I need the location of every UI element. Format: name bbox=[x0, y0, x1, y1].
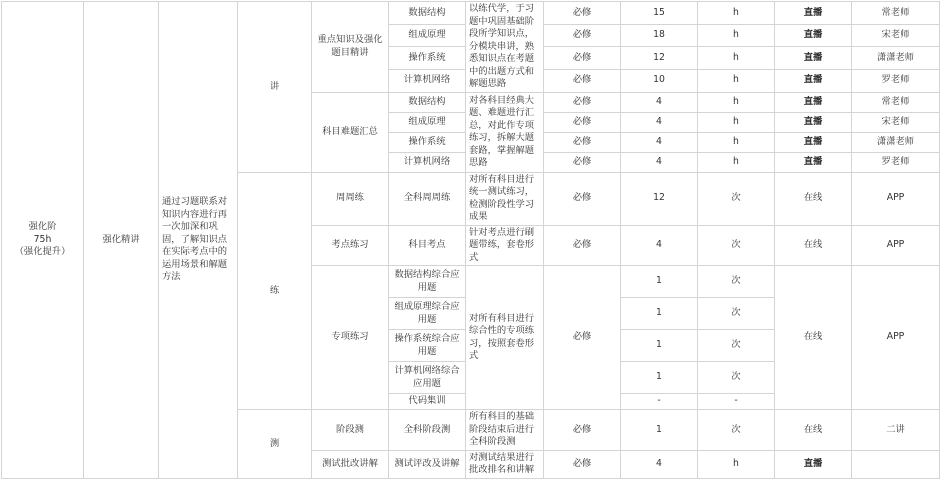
count-cell: 12 bbox=[621, 47, 698, 70]
count-cell: 1 bbox=[621, 362, 698, 394]
schedule-table bbox=[1, 1, 940, 479]
unit-cell: - bbox=[698, 394, 775, 410]
unit-cell: 次 bbox=[698, 410, 775, 451]
group-name: 考点练习 bbox=[312, 225, 389, 266]
subject-cell: 计算机网络综合应用题 bbox=[389, 362, 466, 394]
subject-cell: 计算机网络 bbox=[389, 152, 466, 172]
stage-name: 强化阶 bbox=[28, 221, 57, 232]
mode-cell: 直播 bbox=[775, 92, 852, 112]
count-cell: 4 bbox=[621, 112, 698, 132]
stage-description: 通过习题联系对知识内容进行再一次加深和巩固，了解知识点在实际考点中的运用场景和解题方法 bbox=[159, 2, 238, 479]
mode-cell: 在线 bbox=[775, 172, 852, 225]
unit-cell: 次 bbox=[698, 362, 775, 394]
subject-cell: 代码集训 bbox=[389, 394, 466, 410]
requirement-cell: 必修 bbox=[544, 172, 621, 225]
stage-hours: 75h bbox=[33, 233, 52, 245]
requirement-cell: 必修 bbox=[544, 112, 621, 132]
subject-cell: 数据结构综合应用题 bbox=[389, 266, 466, 298]
mode-cell: 在线 bbox=[775, 266, 852, 410]
subject-cell: 测试评改及讲解 bbox=[389, 450, 466, 478]
teacher-cell: 常老师 bbox=[852, 92, 940, 112]
count-cell: - bbox=[621, 394, 698, 410]
group-description: 对测试结果进行批改排名和讲解 bbox=[466, 450, 544, 478]
teacher-cell: 宋老师 bbox=[852, 24, 940, 47]
count-cell: 4 bbox=[621, 92, 698, 112]
count-cell: 12 bbox=[621, 172, 698, 225]
group-description: 对各科目经典大题、难题进行汇总，对此作专项练习，拆解大题套路，掌握解题思路 bbox=[466, 92, 544, 172]
subject-cell: 全科周周练 bbox=[389, 172, 466, 225]
teacher-cell: 潇潇老师 bbox=[852, 132, 940, 152]
group-description: 针对考点进行刷题带练，套卷形式 bbox=[466, 225, 544, 266]
subject-cell: 全科阶段测 bbox=[389, 410, 466, 451]
unit-cell: 次 bbox=[698, 172, 775, 225]
teacher-cell: 二讲 bbox=[852, 410, 940, 451]
unit-cell: h bbox=[698, 450, 775, 478]
mode-cell: 直播 bbox=[775, 450, 852, 478]
subject-cell: 数据结构 bbox=[389, 2, 466, 25]
mode-cell: 直播 bbox=[775, 47, 852, 70]
unit-cell: h bbox=[698, 69, 775, 92]
table-row bbox=[2, 2, 940, 25]
unit-cell: h bbox=[698, 47, 775, 70]
count-cell: 4 bbox=[621, 152, 698, 172]
requirement-cell: 必修 bbox=[544, 132, 621, 152]
count-cell: 10 bbox=[621, 69, 698, 92]
group-name: 科目难题汇总 bbox=[312, 92, 389, 172]
stage-sub: （强化提升） bbox=[14, 246, 71, 257]
requirement-cell: 必修 bbox=[544, 92, 621, 112]
unit-cell: h bbox=[698, 24, 775, 47]
unit-cell: 次 bbox=[698, 225, 775, 266]
group-description: 所有科目的基础阶段结束后进行全科阶段测 bbox=[466, 410, 544, 451]
group-description: 对所有科目进行统一测试练习，检测阶段性学习成果 bbox=[466, 172, 544, 225]
subject-cell: 操作系统 bbox=[389, 47, 466, 70]
mode-cell: 直播 bbox=[775, 2, 852, 25]
teacher-cell: 常老师 bbox=[852, 2, 940, 25]
count-cell: 18 bbox=[621, 24, 698, 47]
mode-cell: 在线 bbox=[775, 410, 852, 451]
mode-cell: 直播 bbox=[775, 132, 852, 152]
group-name: 专项练习 bbox=[312, 266, 389, 410]
unit-cell: h bbox=[698, 112, 775, 132]
requirement-cell: 必修 bbox=[544, 47, 621, 70]
count-cell: 1 bbox=[621, 298, 698, 330]
teacher-cell: 罗老师 bbox=[852, 152, 940, 172]
mode-cell: 直播 bbox=[775, 24, 852, 47]
section-lian: 练 bbox=[238, 172, 312, 410]
requirement-cell: 必修 bbox=[544, 69, 621, 92]
teacher-cell: 宋老师 bbox=[852, 112, 940, 132]
unit-cell: h bbox=[698, 2, 775, 25]
unit-cell: h bbox=[698, 92, 775, 112]
section-jiang: 讲 bbox=[238, 2, 312, 173]
teacher-cell: APP bbox=[852, 172, 940, 225]
teacher-cell: 罗老师 bbox=[852, 69, 940, 92]
requirement-cell: 必修 bbox=[544, 24, 621, 47]
teacher-cell: APP bbox=[852, 266, 940, 410]
count-cell: 4 bbox=[621, 132, 698, 152]
teacher-cell: APP bbox=[852, 225, 940, 266]
group-name: 周周练 bbox=[312, 172, 389, 225]
subject-cell: 组成原理综合应用题 bbox=[389, 298, 466, 330]
section-ce: 测 bbox=[238, 410, 312, 479]
unit-cell: 次 bbox=[698, 298, 775, 330]
subject-cell: 操作系统 bbox=[389, 132, 466, 152]
requirement-cell: 必修 bbox=[544, 410, 621, 451]
mode-cell: 直播 bbox=[775, 112, 852, 132]
subject-cell: 计算机网络 bbox=[389, 69, 466, 92]
mode-cell: 直播 bbox=[775, 152, 852, 172]
requirement-cell: 必修 bbox=[544, 152, 621, 172]
count-cell: 4 bbox=[621, 450, 698, 478]
requirement-cell: 必修 bbox=[544, 450, 621, 478]
mode-cell: 直播 bbox=[775, 69, 852, 92]
subject-cell: 组成原理 bbox=[389, 24, 466, 47]
count-cell: 15 bbox=[621, 2, 698, 25]
group-name: 重点知识及强化题目精讲 bbox=[312, 2, 389, 93]
group-name: 测试批改讲解 bbox=[312, 450, 389, 478]
group-description: 以练代学，于习题中巩固基础阶段所学知识点，分模块串讲，熟悉知识点在考题中的出题方式和解题思路 bbox=[466, 2, 544, 93]
unit-cell: 次 bbox=[698, 266, 775, 298]
group-name: 阶段测 bbox=[312, 410, 389, 451]
requirement-cell: 必修 bbox=[544, 225, 621, 266]
teacher-cell: 潇潇老师 bbox=[852, 47, 940, 70]
count-cell: 1 bbox=[621, 410, 698, 451]
subject-cell: 数据结构 bbox=[389, 92, 466, 112]
teacher-cell bbox=[852, 450, 940, 478]
subject-cell: 组成原理 bbox=[389, 112, 466, 132]
requirement-cell: 必修 bbox=[544, 266, 621, 410]
count-cell: 1 bbox=[621, 330, 698, 362]
subject-cell: 科目考点 bbox=[389, 225, 466, 266]
stage-cell bbox=[2, 2, 84, 479]
count-cell: 4 bbox=[621, 225, 698, 266]
subject-cell: 操作系统综合应用题 bbox=[389, 330, 466, 362]
mode-cell: 在线 bbox=[775, 225, 852, 266]
count-cell: 1 bbox=[621, 266, 698, 298]
phase-cell: 强化精讲 bbox=[84, 2, 159, 479]
unit-cell: h bbox=[698, 152, 775, 172]
unit-cell: 次 bbox=[698, 330, 775, 362]
unit-cell: h bbox=[698, 132, 775, 152]
group-description: 对所有科目进行综合性的专项练习，按照套卷形式 bbox=[466, 266, 544, 410]
requirement-cell: 必修 bbox=[544, 2, 621, 25]
